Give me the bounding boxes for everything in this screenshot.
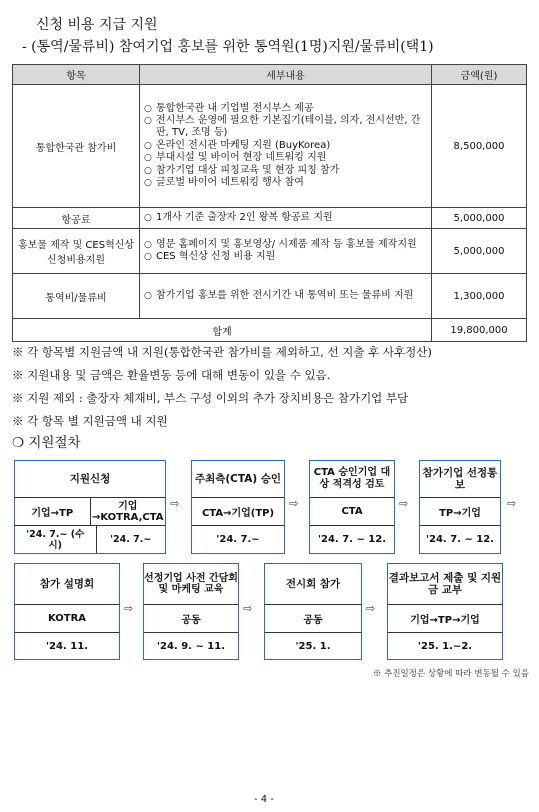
note-line: ※ 지원 제외 : 출장자 체재비, 부스 구성 이외의 추가 장치비용은 참가기업 부담 <box>12 391 409 405</box>
detail-item: ○ 참가기업 홍보를 위한 전시기간 내 통역비 또는 물류비 지원 <box>144 290 427 302</box>
arrow-right-icon: ⇨ <box>399 497 409 510</box>
step-title: 지원신청 <box>15 461 165 497</box>
step-title: CTA 승인기업 대상 적격성 검토 <box>310 461 394 497</box>
row-item: 항공료 <box>13 208 140 229</box>
detail-item: ○ 1개사 기준 출장자 2인 왕복 항공료 지원 <box>144 212 427 224</box>
detail-item: ○ CES 혁신상 신청 비용 지원 <box>144 251 427 263</box>
step-review <box>309 460 395 554</box>
detail-item: ○ 부대시설 및 바이어 현장 네트워킹 지원 <box>144 152 427 164</box>
step-title: 주최측(CTA) 승인 <box>192 461 284 497</box>
detail-item: ○ 영문 홈페이지 및 홍보영상/ 시제품 제작 등 홍보물 제작지원 <box>144 239 427 251</box>
detail-item: ○ 참가기업 대상 피칭교육 및 현장 피칭 참가 <box>144 165 427 177</box>
step-report <box>387 563 503 660</box>
header-item: 항목 <box>13 65 140 85</box>
arrow-right-icon: ⇨ <box>366 602 376 615</box>
step-actor: KOTRA <box>15 604 119 632</box>
total-amount: 19,800,000 <box>432 319 527 342</box>
detail-item: ○ 전시부스 운영에 필요한 기본집기(테이블, 의자, 전시선반, 간판, TV, 조명 등) <box>144 115 427 140</box>
header-amount: 금액(원) <box>432 65 527 85</box>
row-amount: 8,500,000 <box>432 85 527 208</box>
detail-item: ○ 통합한국관 내 기업별 전시부스 제공 <box>144 103 427 115</box>
section-subheading: - (통역/물류비) 참여기업 홍보를 위한 통역원(1명)지원/물류비(택1) <box>22 39 434 55</box>
step-actor: 기업→TP→기업 <box>388 604 502 632</box>
table-row <box>13 85 527 208</box>
arrow-right-icon: ⇨ <box>243 602 253 615</box>
step-date: '24. 7.~ <box>110 534 152 545</box>
table-row <box>13 208 527 229</box>
row-item: 통역비/물류비 <box>13 274 140 319</box>
table-total-row <box>13 319 527 342</box>
detail-item: ○ 온라인 전시관 마케팅 지원 (BuyKorea) <box>144 140 427 152</box>
table-row <box>13 229 527 274</box>
step-actor: 기업→TP <box>15 498 91 525</box>
step-actor: 기업→KOTRA,CTA <box>91 500 164 523</box>
table-header-row <box>13 65 527 85</box>
section-heading: 신청 비용 지급 지원 <box>36 17 158 33</box>
step-actor: TP→기업 <box>420 497 500 525</box>
step-title: 결과보고서 제출 및 지원금 교부 <box>388 564 502 604</box>
step-actor: CTA→기업(TP) <box>192 497 284 525</box>
arrow-right-icon: ⇨ <box>124 602 134 615</box>
step-title: 참가기업 선정통보 <box>420 461 500 497</box>
row-details <box>140 85 432 208</box>
row-item: 통합한국관 참가비 <box>13 85 140 208</box>
row-amount: 1,300,000 <box>432 274 527 319</box>
step-briefing <box>14 563 120 660</box>
step-date: '24. 7.~ (수시) <box>15 526 97 553</box>
detail-item: ○ 글로벌 바이어 네트워킹 행사 참여 <box>144 177 427 189</box>
step-date: '24. 9. ~ 11. <box>144 632 238 659</box>
step-date: '25. 1. <box>265 632 361 659</box>
row-amount: 5,000,000 <box>432 208 527 229</box>
step-title: 선정기업 사전 간담회 및 마케팅 교육 <box>144 564 238 604</box>
process-title: ❍ 지원절차 <box>12 435 81 451</box>
step-date: '24. 7. ~ 12. <box>420 525 500 553</box>
table-row <box>13 274 527 319</box>
schedule-footnote: ※ 추진일정은 상황에 따라 변동될 수 있음 <box>372 669 529 679</box>
step-actor: CTA <box>310 497 394 525</box>
note-line: ※ 각 항목 별 지원금액 내 지원 <box>12 414 168 428</box>
arrow-right-icon: ⇨ <box>507 497 517 510</box>
arrow-right-icon: ⇨ <box>170 497 180 510</box>
step-title: 전시회 참가 <box>265 564 361 604</box>
step-date: '24. 11. <box>15 632 119 659</box>
step-date: '24. 7.~ <box>192 525 284 553</box>
arrow-right-icon: ⇨ <box>289 497 299 510</box>
support-cost-table <box>12 64 527 342</box>
step-actor: 공동 <box>265 604 361 632</box>
page-number: - 4 - <box>254 794 274 805</box>
note-line: ※ 지원내용 및 금액은 환율변동 등에 대해 변동이 있을 수 있음. <box>12 368 331 382</box>
row-amount: 5,000,000 <box>432 229 527 274</box>
row-details <box>140 229 432 274</box>
step-apply <box>14 460 166 554</box>
step-date: '25. 1.~2. <box>388 632 502 659</box>
note-line: ※ 각 항목별 지원금액 내 지원(통합한국관 참가비를 제외하고, 선 지출 후 사후정산) <box>12 345 432 359</box>
step-actor: 공동 <box>144 604 238 632</box>
step-exhibit <box>264 563 362 660</box>
total-label: 합계 <box>13 319 432 342</box>
notes <box>12 341 432 433</box>
step-approval <box>191 460 285 554</box>
row-details <box>140 208 432 229</box>
row-details <box>140 274 432 319</box>
step-title: 참가 설명회 <box>15 564 119 604</box>
step-orientation <box>143 563 239 660</box>
step-notify <box>419 460 501 554</box>
row-item: 홍보물 제작 및 CES혁신상 신청비용지원 <box>13 229 140 274</box>
step-date: '24. 7. ~ 12. <box>310 525 394 553</box>
header-details: 세부내용 <box>140 65 432 85</box>
